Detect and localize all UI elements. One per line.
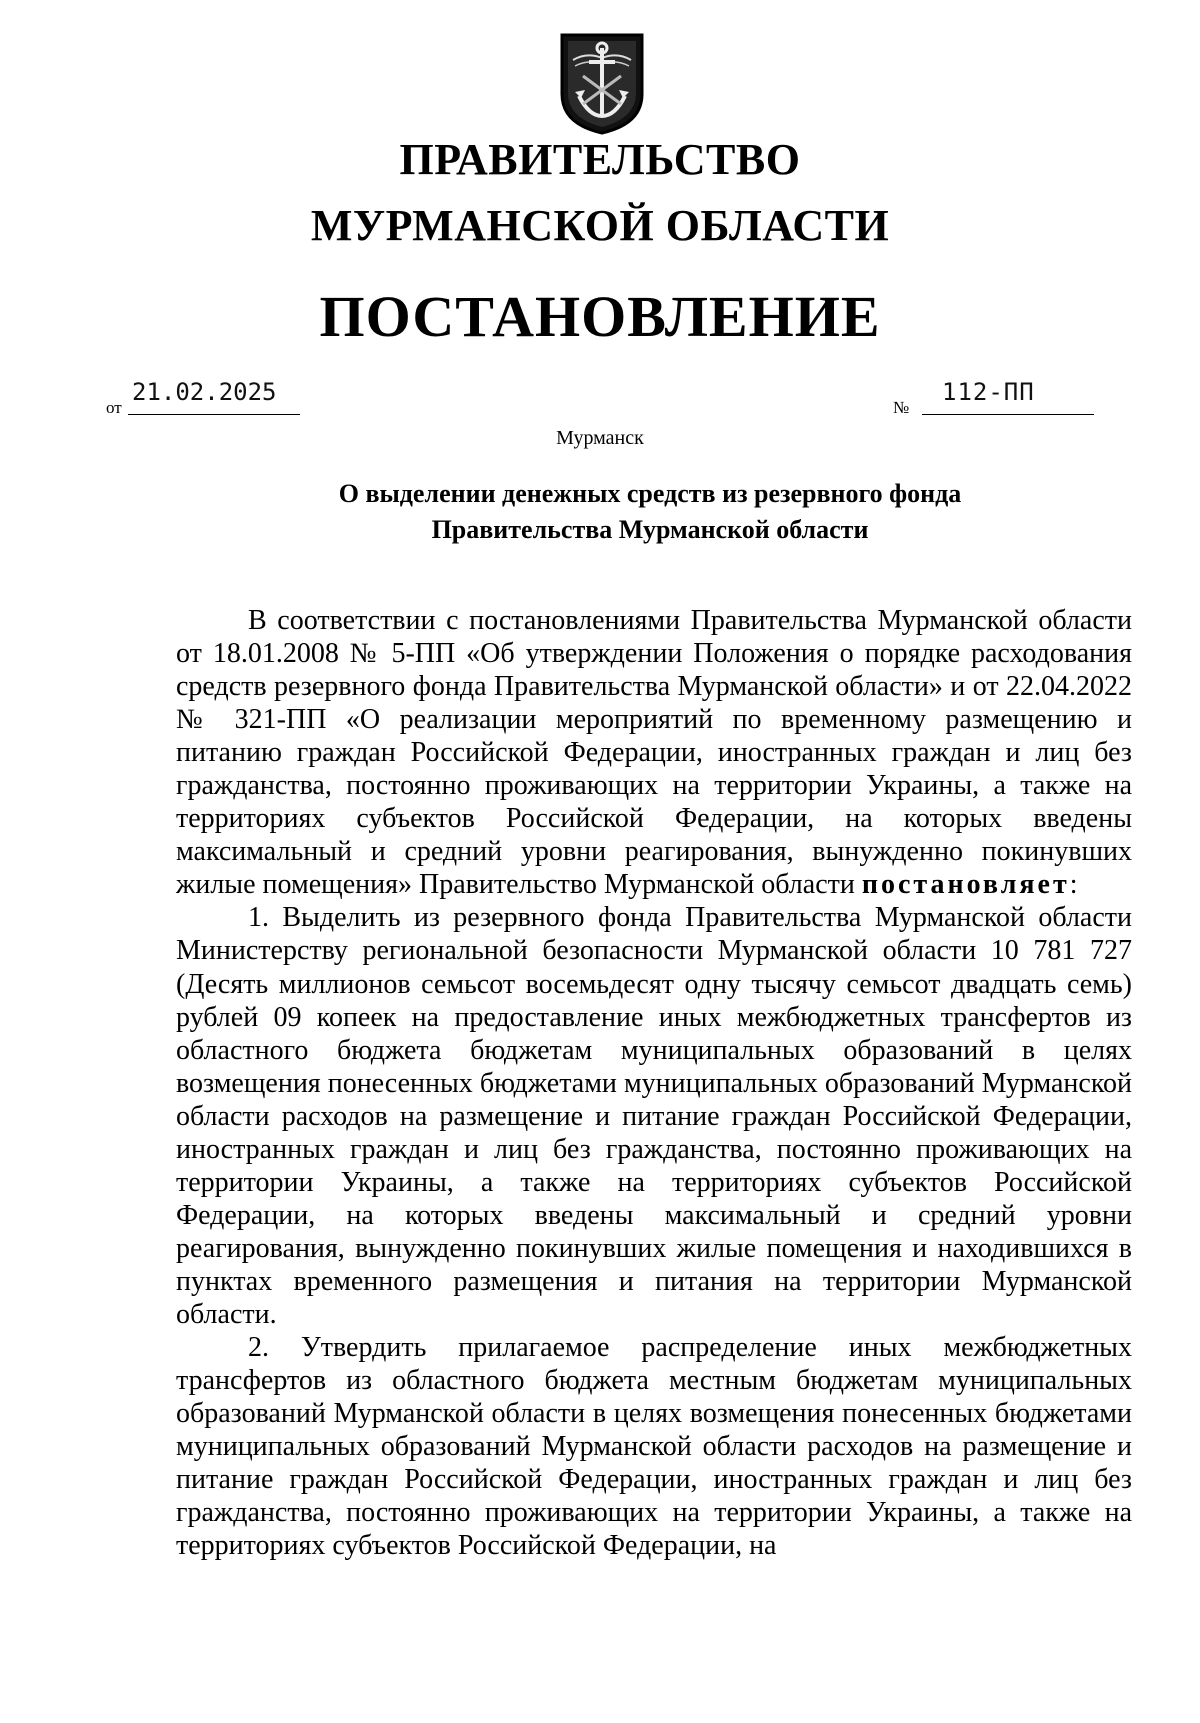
document-title-line1: О выделении денежных средств из резервного фонда: [338, 479, 962, 508]
number-label: №: [893, 398, 910, 417]
org-name-line1: ПРАВИТЕЛЬСТВО: [399, 135, 801, 184]
org-name-line2: МУРМАНСКОЙ ОБЛАСТИ: [310, 201, 890, 250]
document-title-line2: Правительства Мурманской области: [431, 515, 869, 544]
preamble-end: :: [1069, 869, 1078, 901]
city-name: Мурманск: [556, 427, 644, 449]
clause-1-paragraph: 1. Выделить из резервного фонда Правительства Мурманской области Министерству региональной безопасности Мурманской области 10 781 727 (Десять миллионов семьсот восемьдесят одну тысячу семьсот двадцать семь) рублей 09 копеек на предоставление иных межбюджетных трансфертов из областного бюджета бюджетам муниципальных образований в целях возмещения понесенных бюджетами муниципальных образований Мурманской области расходов на размещение и питание граждан Российской Федерации, иностранных граждан и лиц без гражданства, постоянно проживающих на территории Украины, а также на территориях субъектов Российской Федерации, на которых введены максимальный и средний уровни реагирования, вынужденно покинувших жилые помещения и находившихся в пунктах временного размещения и питания на территории Мурманской области.: [176, 902, 1132, 1330]
preamble-text: В соответствии с постановлениями Правительства Мурманской области от 18.01.2008 № 5-ПП «Об утверждении Положения о порядке расходования средств резервного фонда Правительства Мурманской области» и от 22.04.2022 № 321-ПП «О реализации мероприятий по временному размещению и питанию граждан Российской Федерации, иностранных граждан и лиц без гражданства, постоянно проживающих на территории Украины, а также на территориях субъектов Российской Федерации, на которых введены максимальный и средний уровни реагирования, вынужденно покинувших жилые помещения» Правительство Мурманской области: [176, 605, 1132, 901]
preamble-paragraph: [176, 604, 1132, 901]
coat-of-arms-icon: [559, 32, 645, 136]
document-date: 21.02.2025: [132, 378, 277, 406]
date-label: от: [106, 398, 122, 417]
document-number: 112-ПП: [942, 378, 1035, 406]
number-underline: [922, 414, 1094, 415]
document-body: [176, 604, 1132, 1562]
date-underline: [128, 414, 300, 415]
document-type: ПОСТАНОВЛЕНИЕ: [319, 284, 881, 349]
clause-2-paragraph: 2. Утвердить прилагаемое распределение иных межбюджетных трансфертов из областного бюджета местным бюджетам муниципальных образований Мурманской области в целях возмещения понесенных бюджетами муниципальных образований Мурманской области расходов на размещение и питание граждан Российской Федерации, иностранных граждан и лиц без гражданства, постоянно проживающих на территории Украины, а также на территориях субъектов Российской Федерации, на: [176, 1332, 1132, 1562]
resolves-keyword: постановляет: [861, 869, 1070, 901]
